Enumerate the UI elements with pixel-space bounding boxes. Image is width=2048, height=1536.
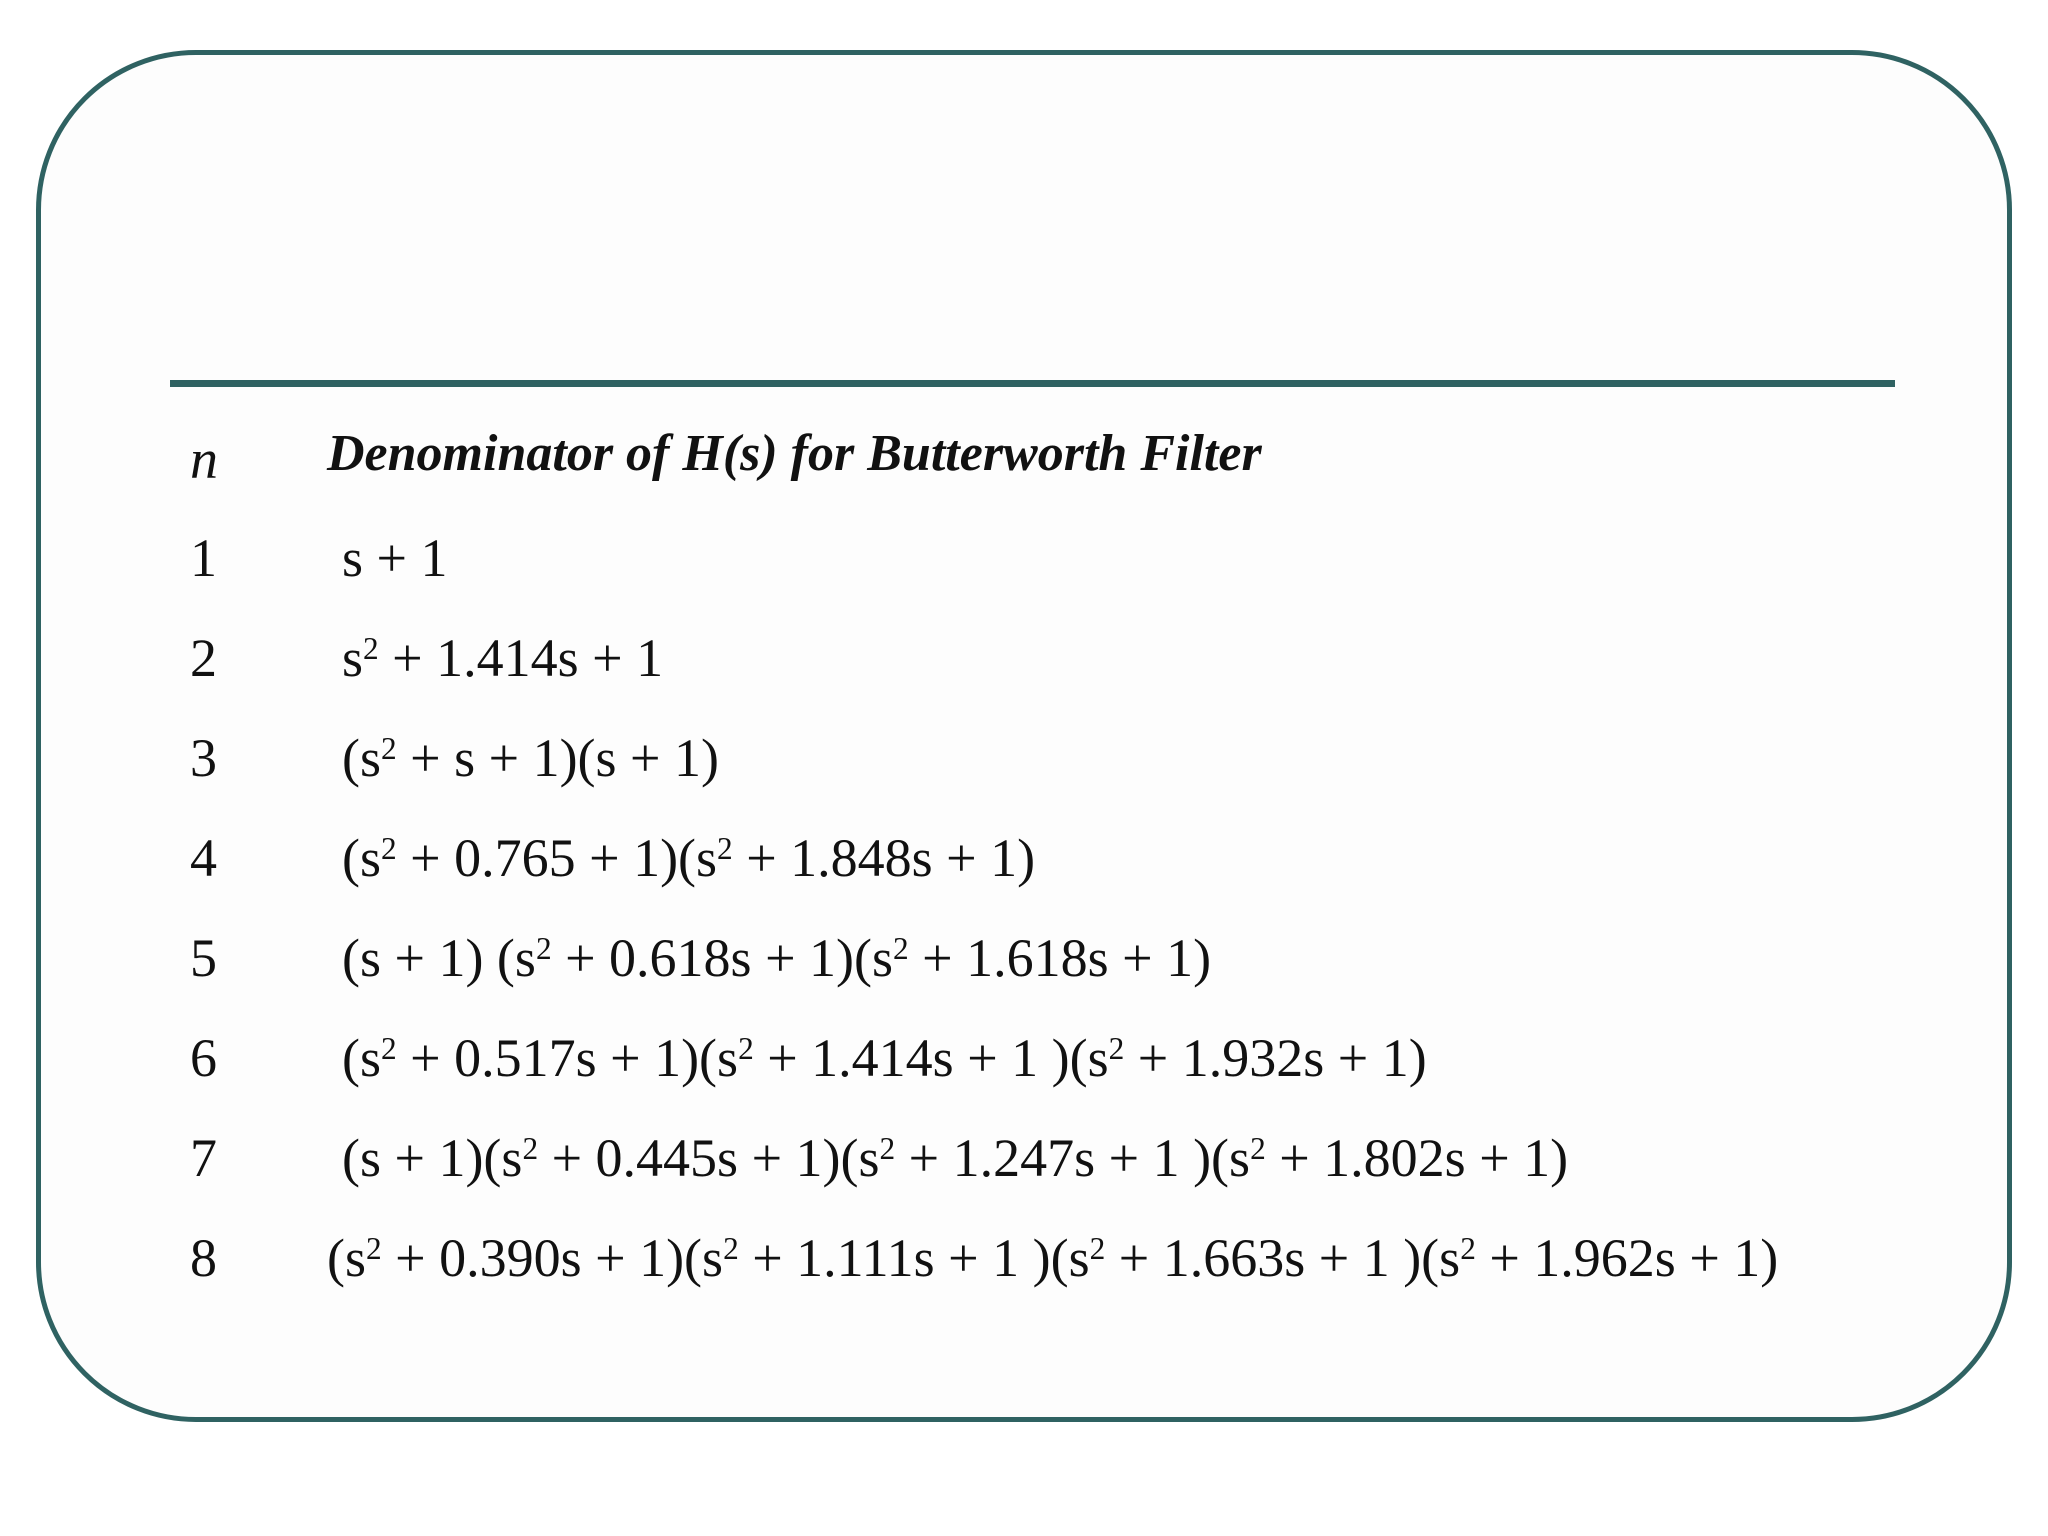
row-1-expression: s + 1 — [342, 528, 448, 588]
exponent-2: 2 — [366, 1230, 382, 1266]
exponent-2: 2 — [1460, 1230, 1476, 1266]
row-8-expression: $(s^2 + 0.390s + 1)(s^2 + 1.111s + 1$ )($s^2 + 1.663s + 1$ )$(s^2 + 1.962s + 1)$ — [327, 1228, 1779, 1288]
row-5-n: 5 — [190, 928, 217, 988]
row-6-expression: $(s^2 + 0.517s + 1)(s^2 + 1.414s + 1$ )$(s^2 + 1.932s + 1)$ — [342, 1028, 1427, 1088]
exponent-2: 2 — [893, 930, 909, 966]
row-8-n: 8 — [190, 1228, 217, 1288]
column-header-denominator: Denominator of H(s) for Butterworth Filter — [327, 425, 1262, 482]
exponent-2: 2 — [723, 1230, 739, 1266]
row-7-n: 7 — [190, 1128, 217, 1188]
exponent-2: 2 — [717, 830, 733, 866]
exponent-2: 2 — [381, 830, 397, 866]
row-5-expression: (s + 1) $(s^2 + 0.618s + 1)(s^2 + 1.618s + 1)$ — [342, 928, 1212, 988]
header-rule — [170, 380, 1895, 387]
column-header-n: n — [190, 429, 218, 491]
exponent-2: 2 — [879, 1130, 896, 1166]
slide-frame — [36, 50, 2012, 1422]
exponent-2: 2 — [363, 630, 379, 666]
row-6-n: 6 — [190, 1028, 217, 1088]
exponent-2: 2 — [1089, 1230, 1106, 1266]
exponent-2: 2 — [381, 1030, 397, 1066]
exponent-2: 2 — [535, 930, 552, 966]
row-3-n: 3 — [190, 728, 217, 788]
exponent-2: 2 — [1108, 1030, 1125, 1066]
exponent-2: 2 — [381, 730, 397, 766]
row-7-expression: $(s + 1)(s^2 + 0.445s + 1)(s^2 + 1.247s + 1$ )$(s^2 + 1.802s + 1)$ — [342, 1128, 1569, 1188]
row-2-expression: $s^2 + 1.414s + 1$ — [342, 628, 664, 688]
exponent-2: 2 — [738, 1030, 754, 1066]
exponent-2: 2 — [1250, 1130, 1266, 1166]
row-1-n: 1 — [190, 528, 217, 588]
row-4-n: 4 — [190, 828, 217, 888]
row-4-expression: $(s^2 + 0.765 + 1)(s^2 + 1.848s + 1)$ — [342, 828, 1036, 888]
row-3-expression: $(s^2 + s + 1)(s + 1)$ — [342, 728, 719, 788]
row-2-n: 2 — [190, 628, 217, 688]
exponent-2: 2 — [522, 1130, 539, 1166]
